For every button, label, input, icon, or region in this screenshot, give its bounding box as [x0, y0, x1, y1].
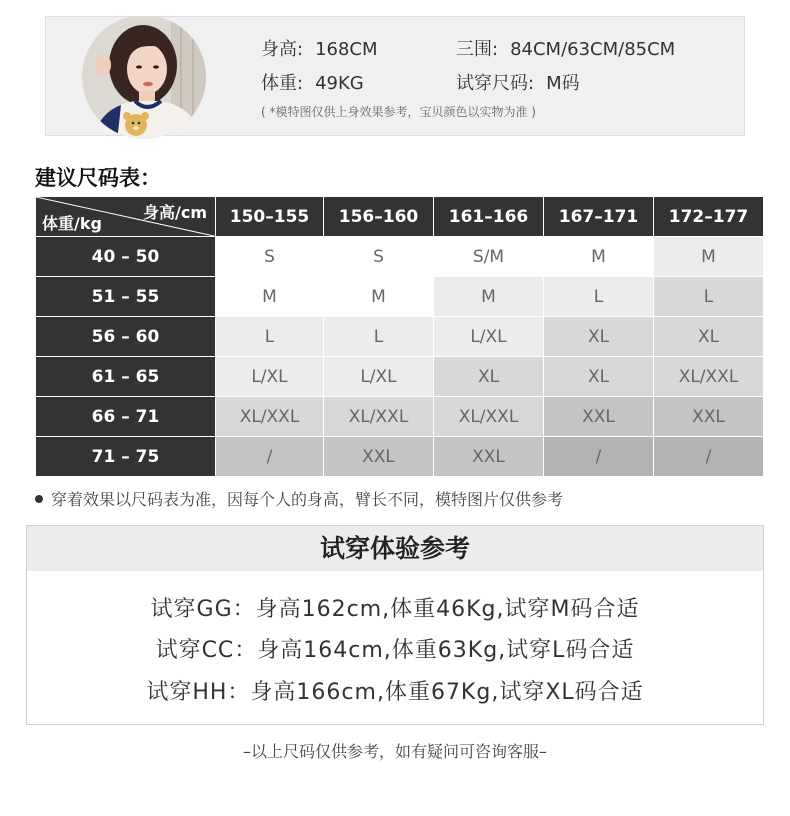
footer-note: –以上尺码仅供参考，如有疑问可咨询客服–: [242, 742, 547, 761]
model-measurements: [456, 35, 675, 61]
model-trial-size: [456, 69, 580, 95]
size-cell: /: [544, 437, 654, 477]
size-cell: XL: [544, 317, 654, 357]
trial-size-value: M码: [546, 73, 580, 94]
size-cell: L: [216, 317, 324, 357]
weight-label: 体重:: [261, 73, 304, 94]
try-on-line: 试穿HH：身高166cm,体重67Kg,试穿XL码合适: [146, 680, 644, 705]
weight-range-header: 56 – 60: [36, 317, 216, 357]
model-height: [261, 35, 378, 61]
size-cell: XL/XXL: [654, 357, 764, 397]
size-cell: XL: [434, 357, 544, 397]
size-cell: M: [434, 277, 544, 317]
size-cell: XL/XXL: [434, 397, 544, 437]
fit-note: [35, 487, 563, 510]
size-cell: S: [324, 237, 434, 277]
size-chart-title: 建议尺码表：: [35, 166, 161, 190]
try-on-line: 试穿GG：身高162cm,体重46Kg,试穿M码合适: [150, 597, 640, 622]
height-range-header: 172–177: [654, 197, 764, 237]
size-cell: S/M: [434, 237, 544, 277]
height-range-header: 150–155: [216, 197, 324, 237]
model-note: ( *模特图仅供上身效果参考，宝贝颜色以实物为准 ): [261, 105, 536, 119]
size-cell: XXL: [654, 397, 764, 437]
size-cell: L: [324, 317, 434, 357]
size-cell: /: [654, 437, 764, 477]
size-cell: XL: [654, 317, 764, 357]
height-label: 身高:: [261, 39, 304, 60]
size-cell: L: [544, 277, 654, 317]
weight-range-header: 40 – 50: [36, 237, 216, 277]
size-cell: L: [654, 277, 764, 317]
size-cell: /: [216, 437, 324, 477]
bust-value: 84CM/63CM/85CM: [510, 39, 676, 60]
size-chart-row: [36, 357, 764, 397]
weight-range-header: 66 – 71: [36, 397, 216, 437]
model-info-panel: [45, 16, 745, 136]
try-on-panel: [26, 525, 764, 725]
model-weight: [261, 69, 364, 95]
size-cell: L/XL: [216, 357, 324, 397]
size-chart-row: [36, 397, 764, 437]
height-range-header: 167–171: [544, 197, 654, 237]
size-cell: XXL: [434, 437, 544, 477]
model-avatar: [81, 17, 211, 142]
try-on-title: 试穿体验参考: [27, 526, 763, 571]
height-range-header: 161–166: [434, 197, 544, 237]
bust-label: 三围:: [456, 39, 499, 60]
weight-value: 49KG: [315, 73, 364, 94]
size-chart-header-row: [36, 197, 764, 237]
trial-size-label: 试穿尺码:: [456, 73, 535, 94]
size-cell: L/XL: [324, 357, 434, 397]
size-cell: M: [654, 237, 764, 277]
size-chart-table: [35, 196, 764, 477]
weight-range-header: 61 – 65: [36, 357, 216, 397]
size-chart-row: [36, 277, 764, 317]
table-corner-cell: [36, 197, 216, 237]
try-on-line: 试穿CC：身高164cm,体重63Kg,试穿L码合适: [155, 638, 635, 663]
size-cell: XL: [544, 357, 654, 397]
size-cell: XL/XXL: [324, 397, 434, 437]
height-axis-label: 身高/cm: [142, 203, 207, 222]
size-cell: XXL: [324, 437, 434, 477]
height-value: 168CM: [315, 39, 378, 60]
size-cell: M: [216, 277, 324, 317]
size-cell: M: [324, 277, 434, 317]
size-chart-row: [36, 437, 764, 477]
size-chart-row: [36, 317, 764, 357]
size-cell: L/XL: [434, 317, 544, 357]
weight-range-header: 51 – 55: [36, 277, 216, 317]
weight-range-header: 71 – 75: [36, 437, 216, 477]
size-chart-row: [36, 237, 764, 277]
size-cell: S: [216, 237, 324, 277]
fit-note-text: 穿着效果以尺码表为准，因每个人的身高，臂长不同，模特图片仅供参考: [51, 490, 564, 509]
height-range-header: 156–160: [324, 197, 434, 237]
weight-axis-label: 体重/kg: [42, 214, 102, 233]
size-cell: XXL: [544, 397, 654, 437]
size-cell: M: [544, 237, 654, 277]
bullet-dot-icon: [35, 495, 43, 503]
size-cell: XL/XXL: [216, 397, 324, 437]
